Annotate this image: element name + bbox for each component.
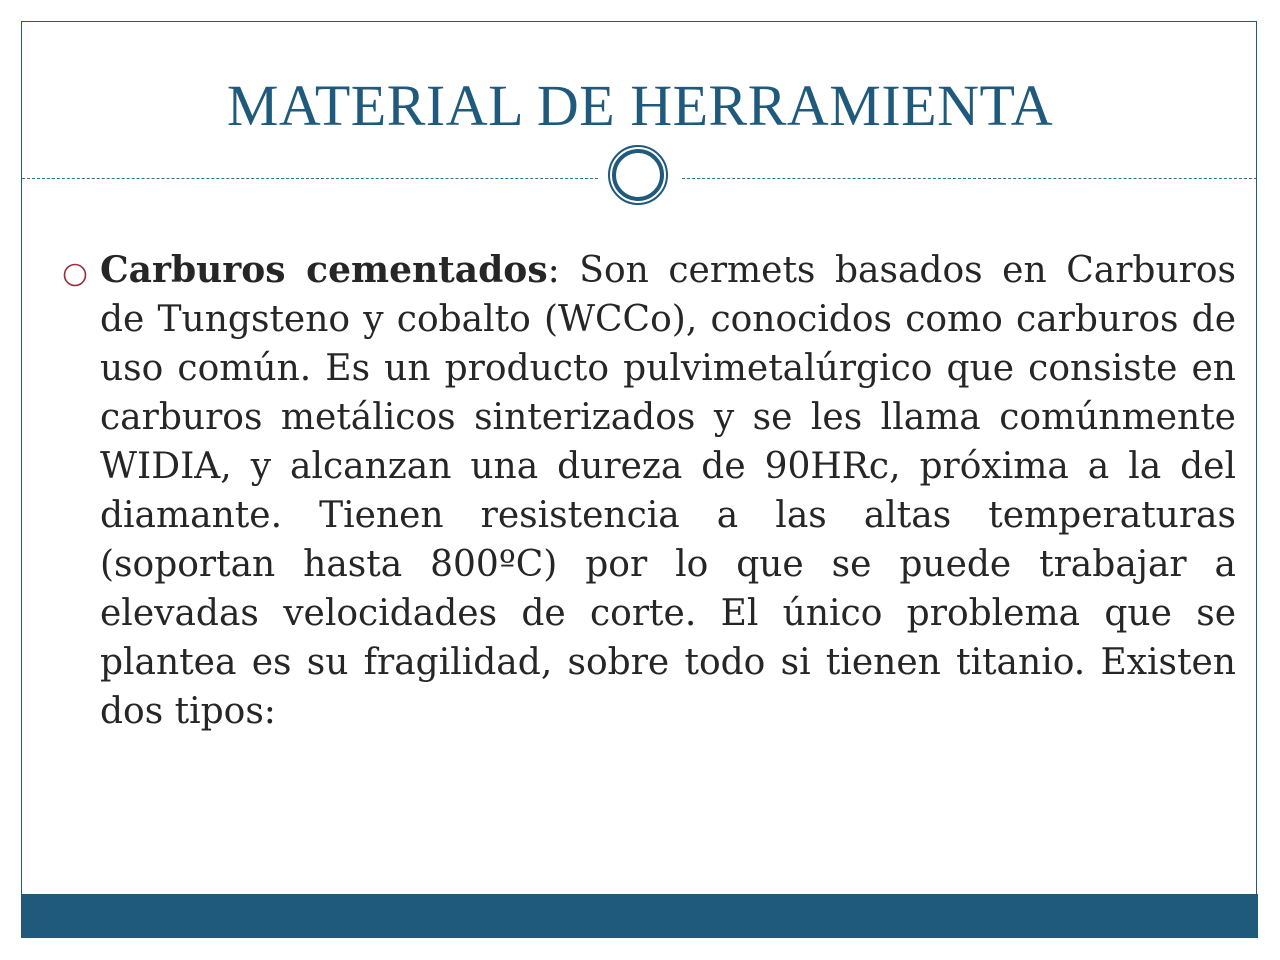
double-ring-ornament-icon bbox=[608, 145, 668, 205]
title-divider-right bbox=[682, 178, 1257, 179]
footer-bar bbox=[21, 894, 1258, 938]
bullet-term: Carburos cementados bbox=[100, 249, 548, 291]
hollow-circle-bullet-icon bbox=[62, 262, 88, 288]
bullet-text: : Son cermets basados en Carburos de Tungsteno y cobalto (WCCo), conocidos como carburos de uso común. Es un producto pulvimetalúrgico que consiste en carburos metálicos sinterizados y se les llama comúnmente WIDIA, y alcanzan una dureza de 90HRc, próxima a la del diamante. Tienen resistencia a las altas temperaturas (soportan hasta 800ºC) por lo que se puede trabajar a elevadas velocidades de corte. El único problema que se plantea es su fragilidad, sobre todo si tienen titanio. Existen dos tipos: bbox=[100, 250, 1236, 732]
bullet-paragraph bbox=[100, 246, 1236, 736]
title-divider-left bbox=[22, 178, 598, 179]
slide-title: MATERIAL DE HERRAMIENTA bbox=[226, 73, 1054, 138]
